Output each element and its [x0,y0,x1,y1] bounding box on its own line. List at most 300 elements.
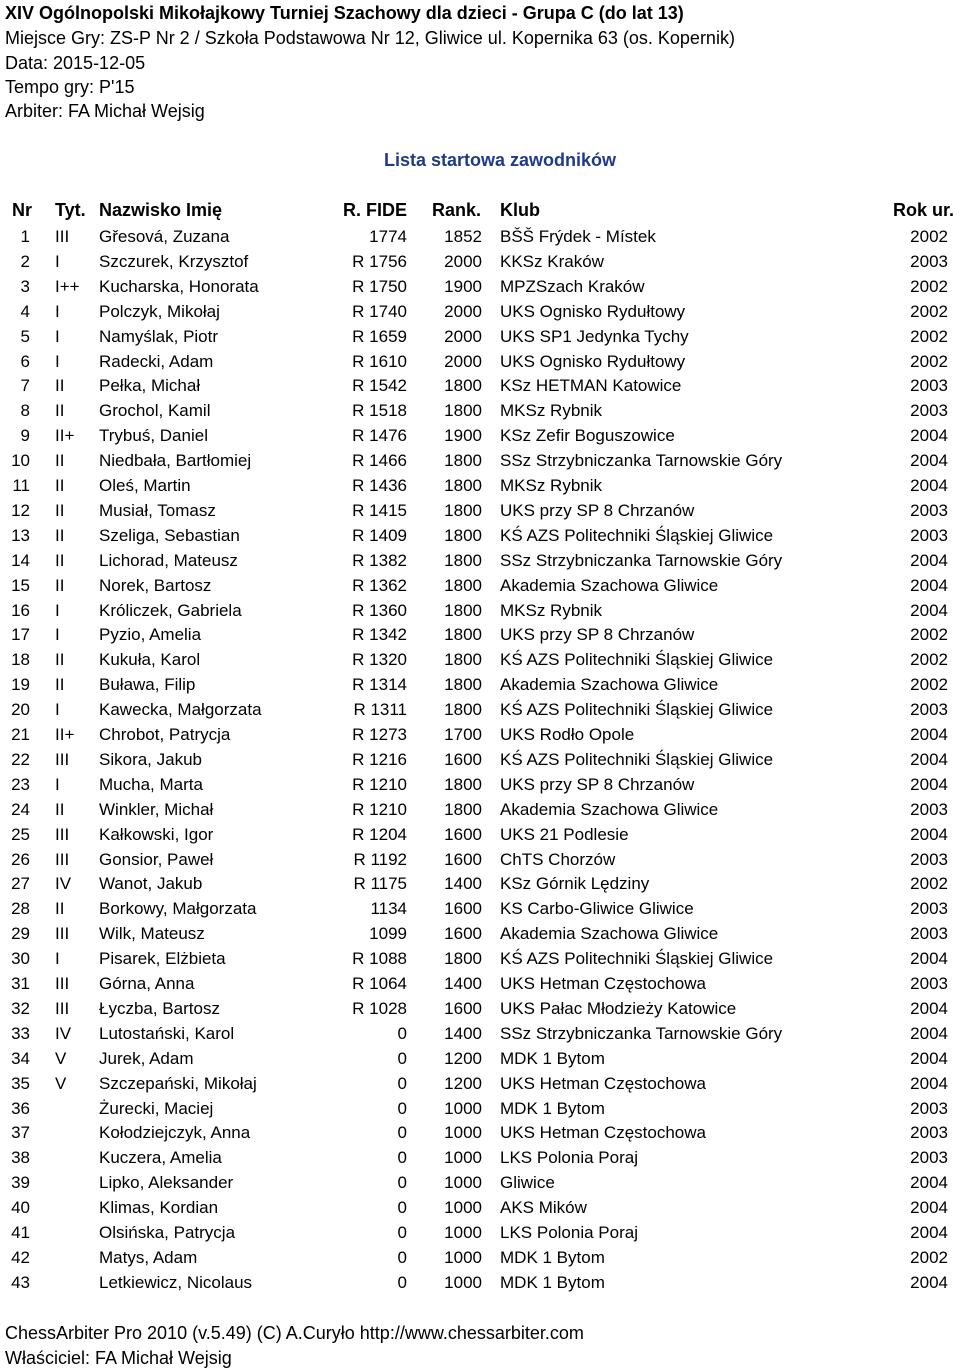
cell-fide: R 1610 [352,351,407,371]
cell-rank: 1000 [444,1098,482,1118]
cell-rank: 1800 [444,799,482,819]
cell-nr: 25 [11,824,30,844]
cell-nr: 23 [11,774,30,794]
cell-name: Górna, Anna [99,974,195,993]
cell-tyt: V [55,1073,67,1093]
cell-name: Kucharska, Honorata [99,276,259,296]
cell-klub: KSz Górnik Lędziny [500,874,650,894]
table-row [0,548,960,573]
cell-klub: MPZSzach Kraków [500,276,645,296]
cell-nr: 41 [11,1223,30,1242]
table-row [0,847,960,872]
cell-rok: 2002 [910,276,948,296]
cell-rok: 2003 [910,700,948,720]
cell-rok: 2004 [910,1198,948,1218]
cell-tyt: I++ [55,276,80,296]
cell-name: Żurecki, Maciej [99,1098,214,1118]
cell-nr: 17 [11,625,30,645]
owner-line: Właściciel: FA Michał Wejsig [5,1348,232,1368]
cell-klub: SSz Strzybniczanka Tarnowskie Góry [500,451,783,471]
table-row [0,1071,960,1096]
table-row [0,647,960,672]
cell-tyt: II [55,550,65,570]
cell-fide: R 1028 [352,998,407,1018]
cell-name: Lipko, Aleksander [99,1173,234,1193]
cell-rank: 1600 [444,749,482,769]
cell-klub: Akademia Szachowa Gliwice [500,924,719,944]
cell-fide: R 1342 [352,625,407,645]
cell-tyt: I [55,251,60,271]
cell-name: Pełka, Michał [99,376,201,396]
cell-nr: 29 [11,924,30,944]
cell-nr: 6 [20,351,30,371]
table-row [0,722,960,747]
table-row [0,274,960,299]
cell-tyt: II+ [55,426,75,446]
cell-klub: MDK 1 Bytom [500,1048,605,1068]
table-row [0,373,960,398]
cell-fide: 0 [397,1023,407,1043]
cell-rok: 2004 [910,1073,948,1093]
cell-tyt: II [55,500,65,520]
table-row [0,697,960,722]
cell-rok: 2004 [910,1048,948,1068]
cell-rok: 2002 [910,227,948,246]
cell-nr: 31 [11,974,30,993]
cell-tyt: I [55,326,60,346]
cell-klub: UKS Hetman Częstochowa [500,974,706,993]
table-row [0,598,960,623]
table-row [0,1046,960,1071]
cell-name: Gonsior, Paweł [99,849,214,869]
cell-rank: 1800 [444,476,482,495]
cell-name: Gřesová, Zuzana [99,227,230,246]
cell-rank: 1852 [444,227,482,246]
cell-fide: 1134 [370,899,407,919]
cell-fide: 1774 [369,227,407,246]
cell-rank: 1800 [444,500,482,520]
cell-fide: R 1466 [352,451,407,471]
cell-rok: 2004 [910,824,948,844]
cell-klub: Akademia Szachowa Gliwice [500,575,719,595]
cell-name: Namyślak, Piotr [99,326,219,346]
cell-klub: KŚ AZS Politechniki Śląskiej Gliwice [500,949,774,969]
cell-rank: 1200 [444,1073,482,1093]
cell-rank: 1000 [444,1247,482,1267]
cell-rank: 1400 [444,874,482,894]
cell-nr: 24 [11,799,30,819]
cell-rok: 2004 [910,1272,948,1292]
table-row [0,473,960,498]
table-row [0,971,960,996]
cell-klub: BŠŠ Frýdek - Místek [500,227,656,246]
table-row [0,1270,960,1295]
cell-tyt: IV [55,1023,72,1043]
cell-nr: 7 [20,376,30,396]
table-row [0,996,960,1021]
table-row [0,1220,960,1245]
cell-klub: UKS Pałac Młodzieży Katowice [500,998,737,1018]
cell-fide: R 1311 [353,700,407,720]
cell-name: Oleś, Martin [99,476,191,495]
cell-rok: 2004 [910,426,948,446]
cell-tyt: I [55,301,60,321]
cell-rank: 1000 [444,1123,482,1143]
cell-nr: 34 [11,1048,30,1068]
cell-tyt: IV [55,874,72,894]
cell-name: Trybuś, Daniel [99,426,208,446]
cell-klub: Akademia Szachowa Gliwice [500,675,719,695]
cell-rok: 2004 [910,451,948,471]
table-row [0,249,960,274]
cell-fide: R 1409 [352,525,407,545]
cell-klub: KSz HETMAN Katowice [500,376,682,396]
cell-nr: 30 [11,949,30,969]
cell-fide: R 1476 [352,426,407,446]
cell-fide: R 1192 [353,849,407,869]
cell-klub: UKS przy SP 8 Chrzanów [500,625,695,645]
cell-klub: UKS przy SP 8 Chrzanów [500,500,695,520]
table-row [0,423,960,448]
cell-nr: 39 [11,1173,30,1193]
cell-fide: 0 [397,1073,407,1093]
cell-rank: 2000 [444,351,482,371]
cell-rank: 1800 [444,376,482,396]
cell-rank: 1800 [444,401,482,421]
cell-rank: 1800 [444,774,482,794]
cell-rank: 1000 [444,1173,482,1193]
cell-klub: MKSz Rybnik [500,600,603,620]
cell-rok: 2003 [910,1098,948,1118]
table-row [0,349,960,374]
cell-fide: 0 [397,1148,407,1168]
cell-nr: 27 [11,874,30,894]
table-row [0,1120,960,1145]
cell-rank: 1800 [444,675,482,695]
cell-name: Grochol, Kamil [99,401,211,421]
cell-rok: 2004 [910,725,948,744]
software-credit: ChessArbiter Pro 2010 (v.5.49) (C) A.Curyło http://www.chessarbiter.com [5,1323,584,1343]
cell-klub: MKSz Rybnik [500,401,603,421]
cell-rok: 2004 [910,550,948,570]
cell-fide: R 1436 [352,476,407,495]
cell-klub: UKS przy SP 8 Chrzanów [500,774,695,794]
cell-name: Pyzio, Amelia [99,625,202,645]
cell-rank: 1400 [444,1023,482,1043]
cell-rank: 1800 [444,625,482,645]
col-klub: Klub [500,200,540,220]
cell-rank: 1600 [444,899,482,919]
cell-rok: 2003 [910,251,948,271]
cell-fide: 0 [397,1098,407,1118]
cell-tyt: II [55,575,65,595]
cell-name: Norek, Bartosz [99,575,212,595]
col-fide: R. FIDE [343,200,408,220]
cell-name: Króliczek, Gabriela [99,600,242,620]
cell-klub: MDK 1 Bytom [500,1098,605,1118]
cell-fide: R 1210 [352,799,407,819]
cell-rank: 1800 [444,575,482,595]
table-row [0,772,960,797]
cell-tyt: III [55,227,70,246]
col-rank: Rank. [432,200,482,220]
cell-nr: 13 [11,525,30,545]
cell-fide: R 1518 [352,401,407,421]
cell-name: Szczurek, Krzysztof [99,251,249,271]
table-row [0,523,960,548]
cell-name: Kukuła, Karol [99,650,201,670]
table-row [0,747,960,772]
table-row [0,448,960,473]
cell-rok: 2004 [910,476,948,495]
cell-fide: R 1740 [352,301,407,321]
cell-tyt: II [55,650,65,670]
cell-nr: 4 [20,301,30,321]
cell-rok: 2004 [910,949,948,969]
cell-klub: KŚ AZS Politechniki Śląskiej Gliwice [500,525,774,545]
cell-tyt: II [55,451,65,471]
cell-rank: 1000 [444,1223,482,1242]
cell-klub: KŚ AZS Politechniki Śląskiej Gliwice [500,700,774,720]
table-row [0,1145,960,1170]
cell-name: Sikora, Jakub [99,749,202,769]
cell-name: Chrobot, Patrycja [99,725,231,744]
cell-tyt: I [55,600,60,620]
cell-rok: 2004 [910,575,948,595]
cell-tyt: III [55,849,70,869]
arbiter-line: Arbiter: FA Michał Wejsig [5,101,205,121]
table-row [0,822,960,847]
cell-rok: 2003 [910,525,948,545]
cell-klub: KKSz Kraków [500,251,604,271]
cell-rank: 1800 [444,525,482,545]
cell-fide: R 1659 [352,326,407,346]
cell-rok: 2004 [910,1173,948,1193]
cell-rank: 1800 [444,949,482,969]
cell-fide: R 1320 [352,650,407,670]
cell-nr: 8 [20,401,30,421]
cell-fide: R 1175 [353,874,407,894]
cell-klub: UKS Rodło Opole [500,725,635,744]
cell-name: Polczyk, Mikołaj [99,301,220,321]
cell-rok: 2002 [910,675,948,695]
table-row [0,324,960,349]
cell-tyt: II [55,525,65,545]
cell-fide: R 1088 [352,949,407,969]
cell-rok: 2002 [910,301,948,321]
table-row [0,1195,960,1220]
cell-nr: 11 [12,476,30,495]
cell-nr: 10 [11,451,30,471]
cell-klub: SSz Strzybniczanka Tarnowskie Góry [500,1023,783,1043]
cell-klub: LKS Polonia Poraj [500,1148,638,1168]
cell-tyt: III [55,824,70,844]
cell-rank: 1900 [444,276,482,296]
cell-nr: 40 [11,1198,30,1218]
cell-nr: 12 [11,500,30,520]
cell-nr: 3 [20,276,30,296]
cell-rank: 1600 [444,998,482,1018]
cell-nr: 35 [11,1073,30,1093]
cell-fide: R 1542 [352,376,407,396]
cell-tyt: II [55,476,65,495]
cell-tyt: III [55,974,70,993]
cell-fide: R 1415 [352,500,407,520]
cell-nr: 28 [11,899,30,919]
cell-name: Kuczera, Amelia [99,1148,222,1168]
cell-rank: 1800 [444,600,482,620]
cell-fide: R 1314 [352,675,407,695]
cell-tyt: II [55,401,65,421]
cell-rank: 1800 [444,650,482,670]
cell-fide: R 1210 [352,774,407,794]
cell-rank: 2000 [444,326,482,346]
cell-rank: 1000 [444,1198,482,1218]
cell-klub: KSz Zefir Boguszowice [500,426,675,446]
cell-nr: 33 [11,1023,30,1043]
cell-fide: R 1064 [352,974,407,993]
cell-name: Kołodziejczyk, Anna [99,1123,251,1143]
cell-nr: 21 [11,725,30,744]
table-row [0,299,960,324]
cell-fide: 0 [397,1247,407,1267]
list-title: Lista startowa zawodników [383,150,617,170]
cell-tyt: II [55,376,65,396]
cell-rok: 2002 [910,874,948,894]
cell-rank: 1900 [444,426,482,446]
cell-name: Wanot, Jakub [99,874,203,894]
cell-rank: 1800 [444,451,482,471]
cell-tyt: II [55,799,65,819]
cell-rok: 2004 [910,1223,948,1242]
cell-klub: AKS Mików [500,1198,587,1218]
table-row [0,622,960,647]
cell-name: Kawecka, Małgorzata [99,700,262,720]
cell-fide: 0 [397,1173,407,1193]
cell-fide: R 1756 [352,251,407,271]
cell-fide: R 1273 [352,725,407,744]
cell-rank: 1800 [444,550,482,570]
cell-rok: 2002 [910,625,948,645]
cell-nr: 20 [11,700,30,720]
col-name: Nazwisko Imię [99,200,223,220]
cell-nr: 36 [11,1098,30,1118]
cell-rok: 2002 [910,650,948,670]
cell-name: Borkowy, Małgorzata [99,899,257,919]
tempo-line: Tempo gry: P'15 [5,77,135,97]
cell-nr: 2 [20,251,30,271]
cell-rok: 2004 [910,749,948,769]
cell-name: Musiał, Tomasz [99,500,216,520]
cell-fide: 1099 [369,924,407,944]
cell-name: Buława, Filip [99,675,196,695]
cell-nr: 16 [11,600,30,620]
table-row [0,672,960,697]
date-line: Data: 2015-12-05 [5,53,146,73]
col-tyt: Tyt. [55,200,86,220]
cell-nr: 37 [11,1123,30,1143]
cell-rank: 1600 [444,924,482,944]
cell-fide: R 1204 [352,824,407,844]
cell-rok: 2003 [910,899,948,919]
cell-rok: 2004 [910,1023,948,1043]
cell-name: Winkler, Michał [99,799,214,819]
cell-nr: 38 [11,1148,30,1168]
cell-name: Lichorad, Mateusz [99,550,238,570]
cell-rok: 2004 [910,600,948,620]
cell-klub: KŚ AZS Politechniki Śląskiej Gliwice [500,749,774,769]
cell-klub: SSz Strzybniczanka Tarnowskie Góry [500,550,783,570]
cell-klub: UKS 21 Podlesie [500,824,629,844]
cell-nr: 26 [11,849,30,869]
cell-nr: 5 [20,326,30,346]
table-row [0,921,960,946]
table-row [0,946,960,971]
cell-name: Matys, Adam [99,1247,198,1267]
table-row [0,573,960,598]
cell-nr: 42 [11,1247,30,1267]
cell-tyt: V [55,1048,67,1068]
cell-name: Niedbała, Bartłomiej [99,451,252,471]
cell-rok: 2003 [910,1148,948,1168]
cell-tyt: I [55,774,60,794]
cell-rok: 2003 [910,799,948,819]
venue-line: Miejsce Gry: ZS-P Nr 2 / Szkoła Podstawowa Nr 12, Gliwice ul. Kopernika 63 (os. Kopernik) [5,28,735,48]
table-row [0,1245,960,1270]
cell-name: Łyczba, Bartosz [99,998,220,1018]
cell-rok: 2004 [910,998,948,1018]
cell-tyt: III [55,998,70,1018]
table-row [0,797,960,822]
cell-name: Szeliga, Sebastian [99,525,240,545]
cell-klub: MDK 1 Bytom [500,1272,605,1292]
cell-klub: UKS Ognisko Rydułtowy [500,351,686,371]
cell-rok: 2003 [910,849,948,869]
cell-rank: 1600 [444,849,482,869]
cell-klub: ChTS Chorzów [500,849,616,869]
cell-rank: 1200 [444,1048,482,1068]
cell-tyt: II+ [55,725,75,744]
cell-tyt: I [55,351,60,371]
cell-rank: 2000 [444,301,482,321]
cell-name: Radecki, Adam [99,351,214,371]
cell-nr: 9 [20,426,30,446]
cell-klub: UKS Hetman Częstochowa [500,1073,706,1093]
cell-rok: 2004 [910,774,948,794]
cell-nr: 22 [11,749,30,769]
cell-rok: 2002 [910,326,948,346]
cell-rank: 1000 [444,1148,482,1168]
cell-rok: 2003 [910,376,948,396]
cell-nr: 14 [11,550,30,570]
cell-fide: 0 [397,1223,407,1242]
cell-fide: R 1216 [352,749,407,769]
cell-nr: 15 [11,575,30,595]
table-row [0,1170,960,1195]
cell-tyt: II [55,899,65,919]
cell-rok: 2003 [910,500,948,520]
cell-fide: R 1382 [352,550,407,570]
cell-fide: 0 [397,1123,407,1143]
cell-name: Lutostański, Karol [99,1023,235,1043]
cell-klub: Gliwice [500,1173,555,1193]
table-row [0,1021,960,1046]
cell-nr: 18 [11,650,30,670]
cell-klub: KS Carbo-Gliwice Gliwice [500,899,694,919]
cell-name: Olsińska, Patrycja [99,1223,236,1242]
table-row [0,871,960,896]
cell-name: Jurek, Adam [99,1048,194,1068]
